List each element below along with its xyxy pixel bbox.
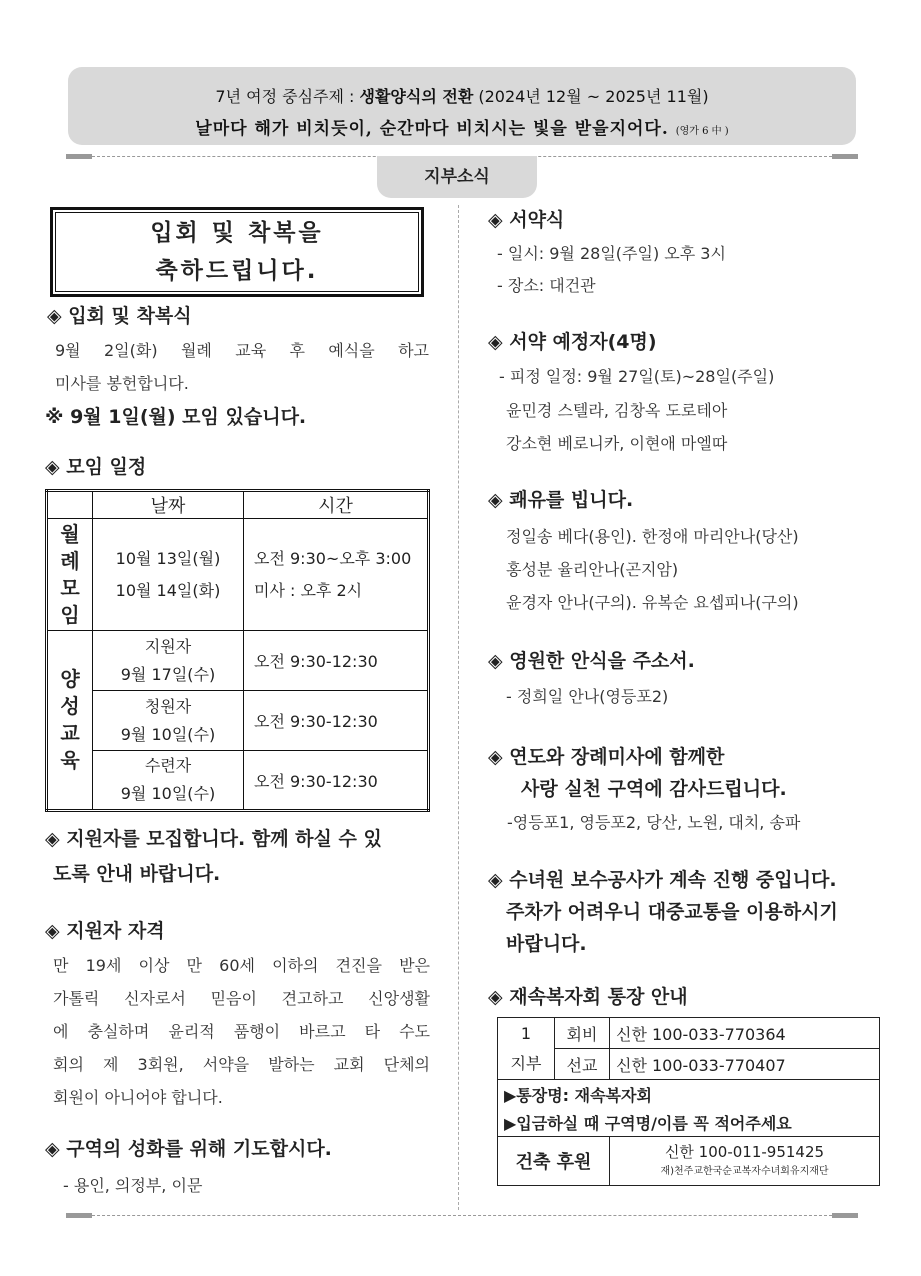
motto: 날마다 해가 비치듯이, 순간마다 비치시는 빛을 받을지어다.: [195, 119, 669, 139]
monthly-date-2: 10월 14일(화): [115, 580, 221, 600]
formation-date: 9월 10일(수): [120, 724, 216, 744]
section-tab: 지부소식: [377, 156, 537, 198]
monthly-time-1: 오전 9:30~오후 3:00: [254, 548, 412, 568]
congrats-line-2: 축하드립니다.: [155, 258, 319, 284]
repair-line-1: ◈ 수녀원 보수공사가 계속 진행 중입니다.: [488, 869, 837, 891]
candidates-retreat: - 피정 일정: 9월 27일(토)~28일(주일): [499, 367, 775, 386]
rest-title: ◈ 영원한 안식을 주소서.: [488, 650, 695, 672]
formation-group: 청원자: [144, 696, 192, 716]
mission-account: 신한 100-033-770407: [610, 1049, 880, 1080]
motto-source: (영가 6 中 ): [675, 126, 729, 137]
schedule-title: ◈ 모임 일정: [45, 456, 147, 478]
monthly-times: [244, 519, 429, 631]
table-row: [498, 1049, 880, 1080]
healing-title: ◈ 쾌유를 빕니다.: [488, 489, 634, 511]
formation-label-text: 양성교육: [60, 667, 80, 772]
monthly-time-2: 미사 : 오후 2시: [254, 580, 363, 600]
table-row: [47, 751, 429, 811]
recruit-line-1: ◈ 지원자를 모집합니다. 함께 하실 수 있: [45, 828, 382, 850]
monthly-date-1: 10월 13일(월): [115, 548, 221, 568]
candidates-title: ◈ 서약 예정자(4명): [488, 331, 657, 353]
col-time: 시간: [244, 491, 429, 519]
monthly-label: [47, 519, 93, 631]
vow-title: ◈ 서약식: [488, 209, 565, 231]
repair-line-3: 바랍니다.: [506, 933, 587, 955]
ceremony-body-1: 9월 2일(화) 월례 교육 후 예식을 하고: [55, 341, 429, 360]
formation-time: 오전 9:30-12:30: [244, 631, 429, 691]
top-divider-cap-left: [66, 154, 92, 159]
schedule-table: [45, 489, 430, 812]
prayer-title: ◈ 구역의 성화를 위해 기도합시다.: [45, 1138, 332, 1160]
table-row: [47, 631, 429, 691]
congrats-box: [50, 207, 424, 297]
col-date: 날짜: [93, 491, 244, 519]
formation-group: 지원자: [144, 636, 192, 656]
account-title: ◈ 재속복자회 통장 안내: [488, 986, 688, 1008]
candidates-line-1: 윤민경 스텔라, 김창옥 도로테아: [506, 401, 728, 420]
theme-title: 생활양식의 전환: [359, 87, 474, 106]
table-row: [47, 691, 429, 751]
schedule-header-row: [47, 491, 429, 519]
qualification-line-1: 만 19세 이상 만 60세 이하의 견진을 받은: [53, 956, 430, 975]
qualification-line-4: 회의 제 3회원, 서약을 발하는 교회 단체의: [53, 1055, 430, 1074]
qualification-line-5: 회원이 아니어야 합니다.: [53, 1088, 223, 1107]
thanks-line-1: ◈ 연도와 장례미사에 함께한: [488, 746, 725, 768]
building-account-holder: 재)천주교한국순교복자수녀회유지재단: [660, 1166, 829, 1177]
qualification-line-3: 에 충실하며 윤리적 품행이 바르고 타 수도: [53, 1022, 430, 1041]
building-account: [610, 1137, 880, 1186]
formation-date-cell: [93, 751, 244, 811]
healing-line-3: 윤경자 안나(구의). 유복순 요셉피나(구의): [506, 593, 799, 612]
formation-date-cell: [93, 631, 244, 691]
motto-line: [68, 114, 856, 139]
table-row: [498, 1137, 880, 1186]
mission-label: 선교: [555, 1049, 610, 1080]
ceremony-body-2: 미사를 봉헌합니다.: [55, 374, 189, 393]
account-branch-label: 지부: [510, 1053, 542, 1073]
formation-label: [47, 631, 93, 811]
formation-group: 수련자: [144, 756, 192, 775]
thanks-body: -영등포1, 영등포2, 당산, 노원, 대치, 송파: [507, 813, 801, 832]
repair-line-2: 주차가 어려우니 대중교통을 이용하시기: [506, 901, 838, 923]
account-branch-number: 1: [520, 1023, 532, 1043]
healing-line-1: 정일송 베다(용인). 한정애 마리안나(당산): [506, 527, 799, 546]
table-row: [498, 1018, 880, 1049]
bottom-divider-cap-right: [832, 1213, 858, 1218]
vow-time: - 일시: 9월 28일(주일) 오후 3시: [497, 244, 726, 263]
candidates-line-2: 강소현 베로니카, 이현애 마엘따: [506, 434, 728, 453]
formation-date: 9월 10일(수): [120, 784, 216, 803]
qualification-title: ◈ 지원자 자격: [45, 920, 165, 942]
table-row: [498, 1080, 880, 1109]
header-banner: [68, 67, 856, 145]
prayer-body: - 용인, 의정부, 이문: [63, 1176, 203, 1195]
formation-date: 9월 17일(수): [120, 664, 216, 684]
building-label: 건축 후원: [498, 1137, 610, 1186]
fee-label: 회비: [555, 1018, 610, 1049]
bottom-divider: [92, 1215, 832, 1216]
account-branch: [498, 1018, 555, 1080]
qualification-line-2: 가톨릭 신자로서 믿음이 견고하고 신앙생활: [53, 989, 430, 1008]
bottom-divider-cap-left: [66, 1213, 92, 1218]
formation-time: 오전 9:30-12:30: [244, 691, 429, 751]
account-name: ▶통장명: 재속복자회: [498, 1080, 880, 1109]
rest-body: - 정희일 안나(영등포2): [506, 687, 669, 706]
recruit-line-2: 도록 안내 바랍니다.: [53, 863, 221, 885]
theme-prefix: 7년 여정 중심주제 :: [215, 87, 360, 106]
theme-period: (2024년 12월 ~ 2025년 11월): [478, 87, 709, 106]
formation-time: 오전 9:30-12:30: [244, 751, 429, 811]
schedule-corner: [47, 491, 93, 519]
meeting-note: ※ 9월 1일(월) 모임 있습니다.: [45, 406, 307, 428]
vow-place: - 장소: 대건관: [497, 276, 596, 295]
table-row: [498, 1108, 880, 1137]
monthly-dates: [93, 519, 244, 631]
congrats-line-1: 입회 및 착복을: [150, 220, 324, 246]
top-divider-cap-right: [832, 154, 858, 159]
deposit-note: ▶입금하실 때 구역명/이름 꼭 적어주세요: [498, 1108, 880, 1137]
formation-date-cell: [93, 691, 244, 751]
ceremony-title: ◈ 입회 및 착복식: [47, 305, 192, 327]
fee-account: 신한 100-033-770364: [610, 1018, 880, 1049]
monthly-row: [47, 519, 429, 631]
healing-line-2: 홍성분 율리안나(곤지암): [506, 560, 679, 579]
account-table: [497, 1017, 880, 1186]
building-account-number: 신한 100-011-951425: [664, 1143, 825, 1161]
theme-line: [68, 84, 856, 107]
monthly-label-text: 월례모임: [60, 521, 80, 627]
thanks-line-2: 사랑 실천 구역에 감사드립니다.: [521, 778, 787, 800]
column-divider: [458, 205, 459, 1210]
